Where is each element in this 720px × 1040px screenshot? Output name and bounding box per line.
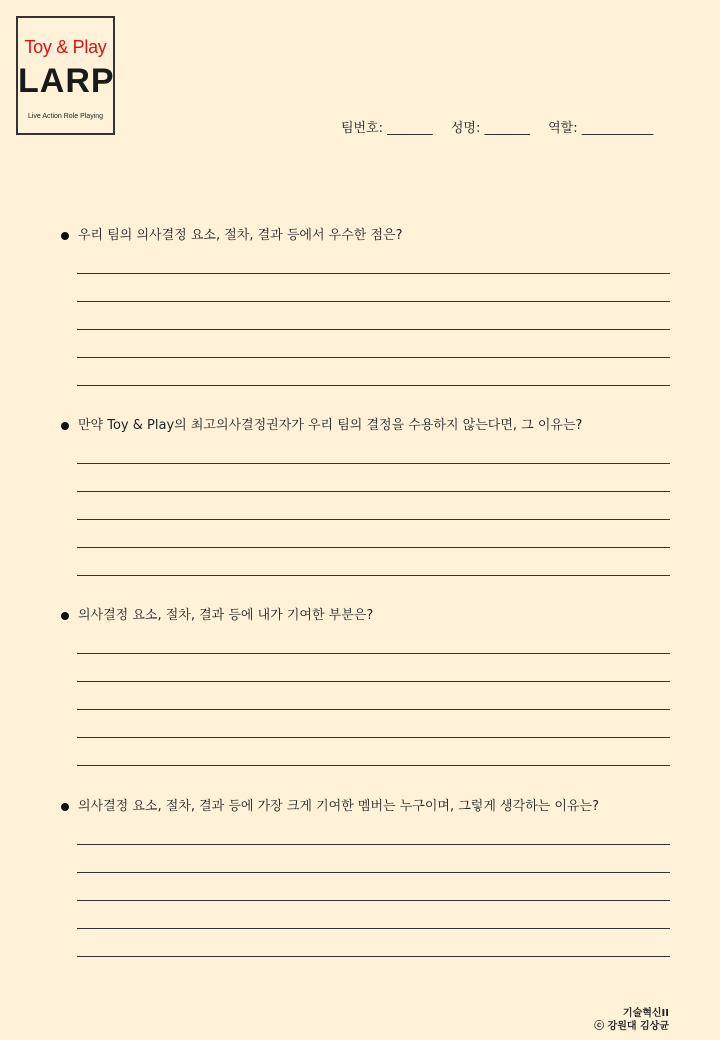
question-text: 의사결정 요소, 절차, 결과 등에 내가 기여한 부분은? (78, 608, 374, 623)
answer-line (77, 929, 670, 957)
logo-main-text: LARP (18, 62, 115, 100)
answer-line (77, 873, 670, 901)
bullet-icon (61, 422, 69, 430)
name-field: 성명: _______ (450, 121, 530, 136)
logo (16, 16, 115, 135)
answer-line (77, 738, 670, 766)
question-text: 만약 Toy & Play의 최고의사결정권자가 우리 팀의 결정을 수용하지 않는다면, 그 이유는? (78, 418, 583, 433)
answer-lines (77, 451, 670, 576)
answer-line (77, 682, 670, 710)
answer-line (77, 358, 670, 386)
footer (594, 1007, 669, 1033)
team-number-field: 팀번호: _______ (341, 121, 433, 136)
question-1 (60, 226, 670, 386)
answer-line (77, 710, 670, 738)
footer-copyright: ⓒ 강원대 김상균 (594, 1021, 669, 1032)
bullet-icon (61, 612, 69, 620)
role-field: 역할: ___________ (548, 121, 654, 136)
answer-line (77, 464, 670, 492)
answer-line (77, 548, 670, 576)
answer-line (77, 330, 670, 358)
question-3 (60, 606, 670, 766)
answer-line (77, 641, 670, 654)
answer-line (77, 261, 670, 274)
answer-line (77, 845, 670, 873)
answer-lines (77, 261, 670, 386)
answer-line (77, 492, 670, 520)
answer-line (77, 274, 670, 302)
question-4 (60, 797, 670, 957)
answer-line (77, 901, 670, 929)
logo-title: Toy & Play (24, 37, 107, 57)
answer-line (77, 654, 670, 682)
header-fields (341, 117, 653, 136)
question-2 (60, 416, 670, 576)
answer-lines (77, 832, 670, 957)
question-text: 우리 팀의 의사결정 요소, 절차, 결과 등에서 우수한 점은? (78, 228, 403, 243)
question-text: 의사결정 요소, 절차, 결과 등에 가장 크게 기여한 멤버는 누구이며, 그렇게 생각하는 이유는? (78, 799, 599, 814)
answer-lines (77, 641, 670, 766)
logo-subtitle: Live Action Role Playing (27, 113, 104, 120)
answer-line (77, 520, 670, 548)
answer-line (77, 832, 670, 845)
bullet-icon (61, 232, 69, 240)
answer-line (77, 302, 670, 330)
footer-course: 기술혁신II (622, 1008, 669, 1019)
answer-line (77, 451, 670, 464)
bullet-icon (61, 803, 69, 811)
